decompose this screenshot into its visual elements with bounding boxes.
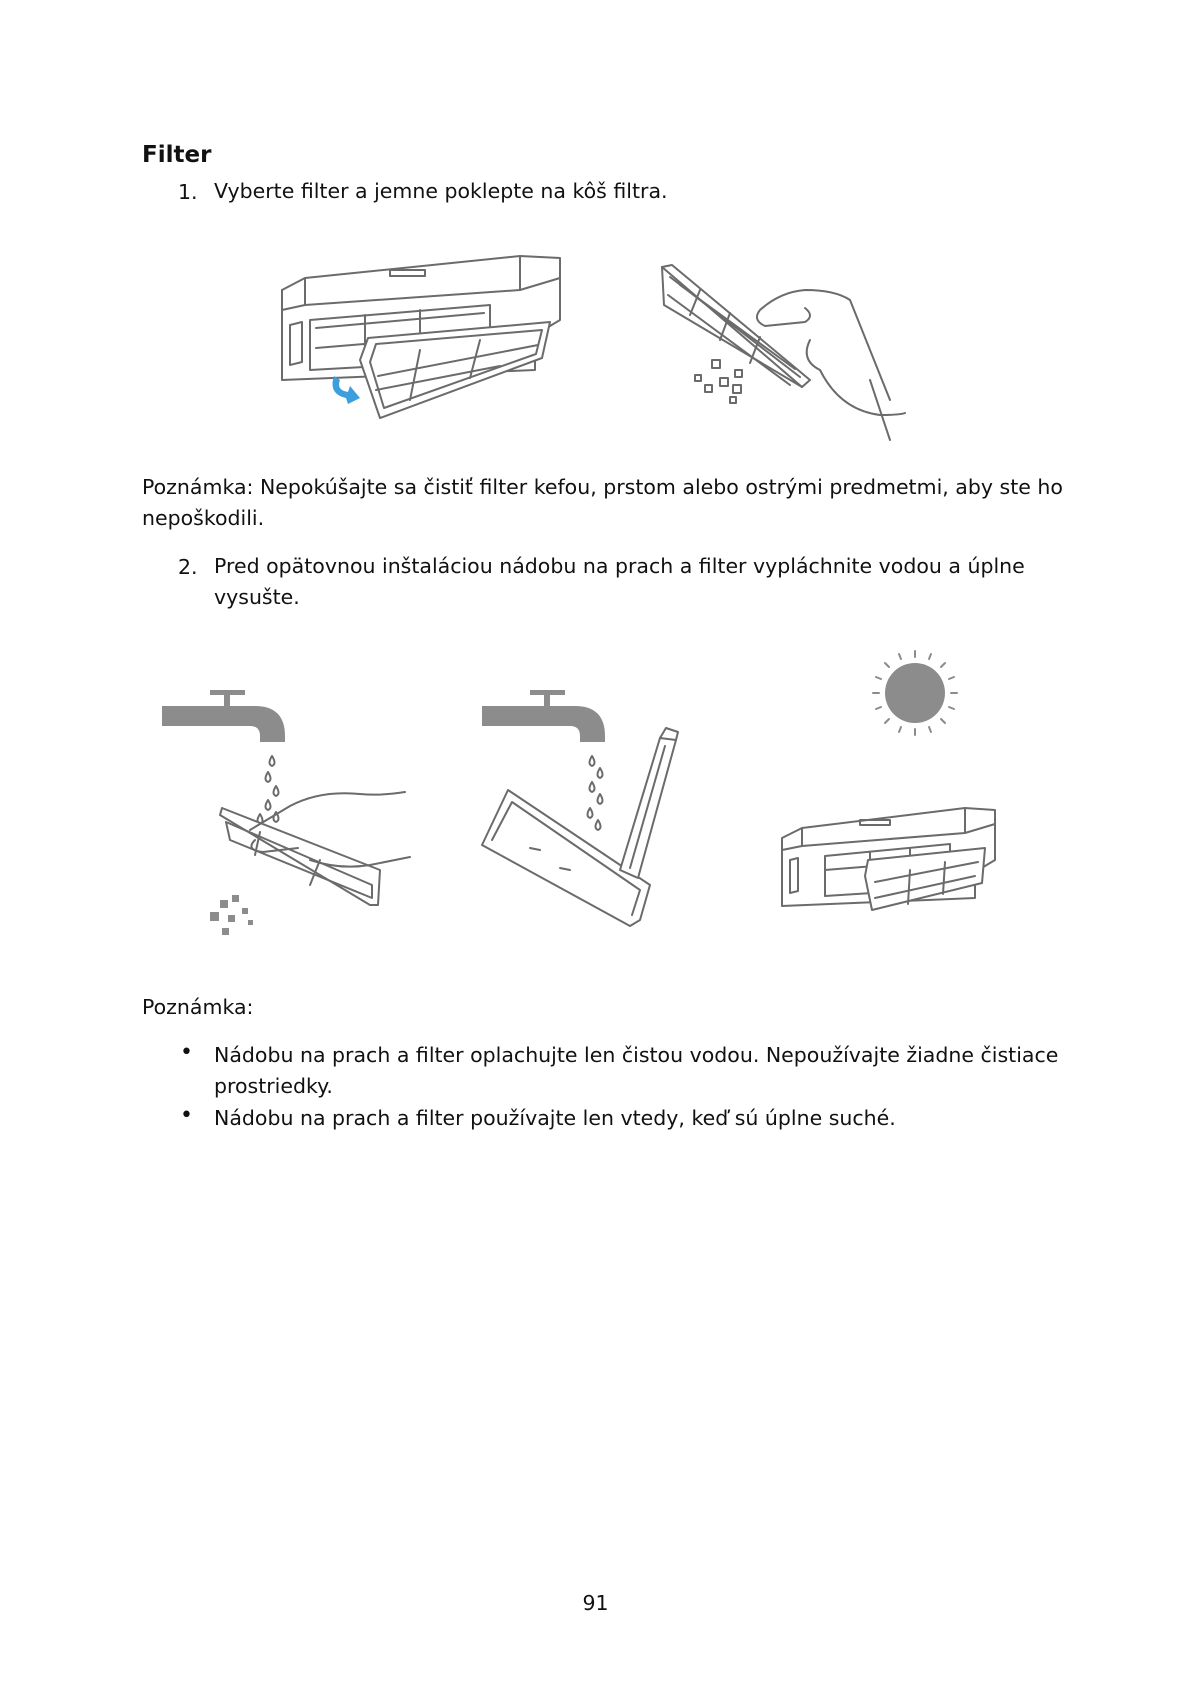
tap-filter-illustration <box>660 265 940 440</box>
step-2-line-2: vysušte. <box>214 585 300 609</box>
step-2-number: 2. <box>178 555 198 579</box>
step-2-line-1: Pred opätovnou inštaláciou nádobu na prach a filter vypláchnite vodou a úplne <box>214 554 1025 578</box>
filter-removal-illustration <box>280 250 570 430</box>
step-1-text: Vyberte filter a jemne poklepte na kôš filtra. <box>214 179 668 203</box>
bullet-1-line-1: Nádobu na prach a filter oplachujte len čistou vodou. Nepoužívajte žiadne čistiace <box>214 1043 1059 1067</box>
note-2-label: Poznámka: <box>142 995 254 1019</box>
dry-in-sun-illustration <box>780 648 1005 938</box>
rinse-filter-illustration <box>160 690 420 935</box>
bullet-1-line-2: prostriedky. <box>214 1074 333 1098</box>
bullet-2-symbol: • <box>180 1103 193 1128</box>
bullet-1-symbol: • <box>180 1040 193 1065</box>
rinse-bin-illustration <box>480 690 690 935</box>
bullet-2-line-1: Nádobu na prach a filter používajte len vtedy, keď sú úplne suché. <box>214 1106 896 1130</box>
page-number: 91 <box>582 1591 609 1615</box>
step-1-number: 1. <box>178 180 198 204</box>
note-1-line-2: nepoškodili. <box>142 506 265 530</box>
note-1-line-1: Poznámka: Nepokúšajte sa čistiť filter kefou, prstom alebo ostrými predmetmi, aby ste ho <box>142 475 1063 499</box>
section-heading: Filter <box>142 142 212 168</box>
